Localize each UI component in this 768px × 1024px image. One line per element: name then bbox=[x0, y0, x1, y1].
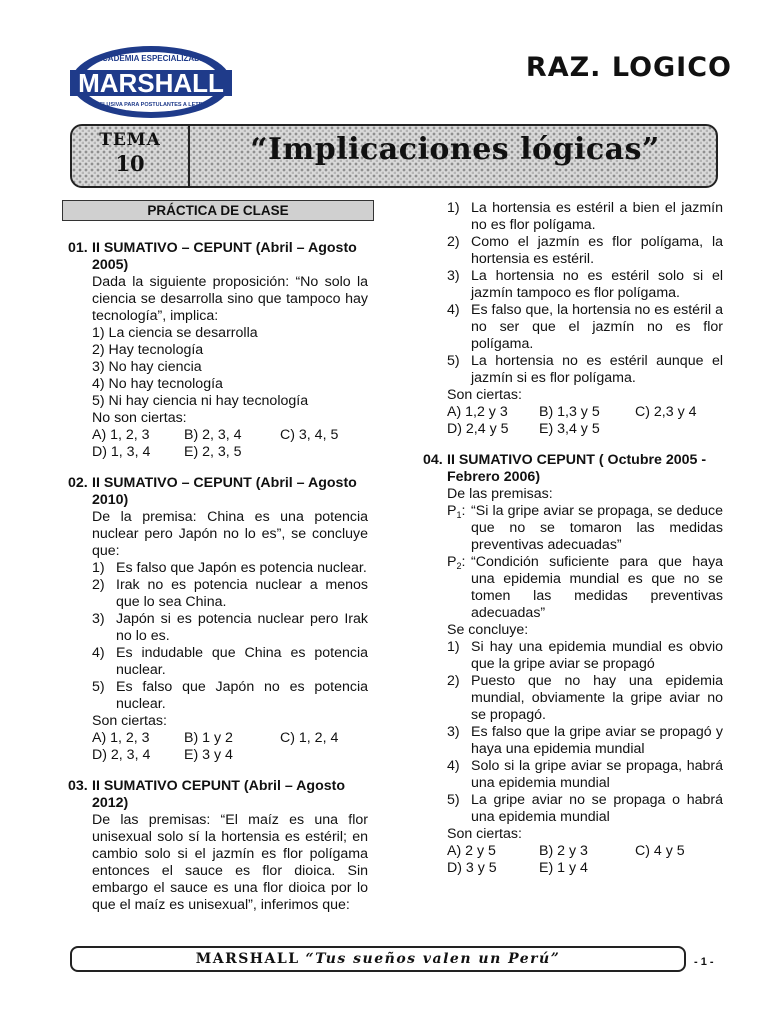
list-item: 2) Como el jazmín es flor polígama, la hortensia es estéril. bbox=[447, 234, 723, 267]
premises-intro: De las premisas: bbox=[447, 486, 553, 502]
list-item: 2) Puesto que no hay una epidemia mundial, obviamente la gripe aviar no se propagó. bbox=[447, 673, 723, 723]
list-item: 4) Solo si la gripe aviar se propaga, habrá una epidemia mundial bbox=[447, 758, 723, 791]
list-item: 5) La gripe aviar no se propaga o habrá una epidemia mundial bbox=[447, 792, 723, 825]
answer-option: D) 3 y 5 bbox=[447, 860, 497, 876]
question-03-continued bbox=[447, 200, 723, 438]
answer-prompt: No son ciertas: bbox=[92, 410, 187, 426]
tema-title: “Implicaciones lógicas” bbox=[250, 132, 660, 167]
answer-prompt: Son ciertas: bbox=[92, 713, 167, 729]
footer-banner bbox=[70, 946, 686, 972]
list-item: 5) Ni hay ciencia ni hay tecnología bbox=[92, 393, 309, 409]
answer-option: B) 2, 3, 4 bbox=[184, 427, 242, 443]
answer-option: C) 4 y 5 bbox=[635, 843, 685, 859]
answer-option: E) 3,4 y 5 bbox=[539, 421, 600, 437]
left-column bbox=[68, 240, 368, 928]
section-title: PRÁCTICA DE CLASE bbox=[62, 200, 374, 221]
list-item: 1) La hortensia es estéril a bien el jazmín no es flor polígama. bbox=[447, 200, 723, 233]
list-item: 4) No hay tecnología bbox=[92, 376, 223, 392]
list-item: 4) Es indudable que China es potencia nuclear. bbox=[92, 645, 368, 678]
answer-option: C) 3, 4, 5 bbox=[280, 427, 339, 443]
answer-option: E) 1 y 4 bbox=[539, 860, 588, 876]
answer-option: A) 1, 2, 3 bbox=[92, 730, 150, 746]
question-01 bbox=[68, 240, 368, 461]
question-03 bbox=[68, 778, 368, 914]
tema-number: 10 bbox=[115, 151, 145, 176]
answer-option: D) 2,4 y 5 bbox=[447, 421, 509, 437]
question-stem: De las premisas: “El maíz es una flor unisexual solo sí la hortensia es estéril; en cambio solo si el jazmín es flor polígama entonces el sauce es flor dioica. Sin embargo el sauce es una flor dioica por lo que el maíz es unisexual”, inferimos que: bbox=[92, 812, 368, 913]
answer-option: C) 1, 2, 4 bbox=[280, 730, 339, 746]
question-title: II SUMATIVO CEPUNT (Abril – Agosto 2012) bbox=[92, 778, 346, 811]
right-column bbox=[423, 200, 723, 891]
list-item: 5) Es falso que Japón no es potencia nuclear. bbox=[92, 679, 368, 712]
list-item: 2) Irak no es potencia nuclear a menos que lo sea China. bbox=[92, 577, 368, 610]
premise: $P_1$: “Si la gripe aviar se propaga, se deduce que no se tomaron las medidas preventivas adecuadas” bbox=[447, 503, 723, 553]
conclusion-intro: Se concluye: bbox=[447, 622, 529, 638]
answer-option: B) 2 y 3 bbox=[539, 843, 588, 859]
logo-top-text: ACADEMIA ESPECIALIZADA bbox=[96, 54, 206, 63]
academy-logo bbox=[68, 44, 234, 120]
answer-prompt: Son ciertas: bbox=[447, 387, 522, 403]
tema-label: TEMA bbox=[99, 130, 161, 150]
list-item: 3) Japón si es potencia nuclear pero Irak no lo es. bbox=[92, 611, 368, 644]
answer-option: B) 1,3 y 5 bbox=[539, 404, 600, 420]
answer-option: B) 1 y 2 bbox=[184, 730, 233, 746]
answer-option: A) 2 y 5 bbox=[447, 843, 496, 859]
answer-option: E) 2, 3, 5 bbox=[184, 444, 242, 460]
question-stem: De la premisa: China es una potencia nuclear pero Japón no lo es”, se concluye que: bbox=[92, 509, 368, 559]
footer-slogan: “Tus sueños valen un Perú” bbox=[305, 951, 561, 967]
tema-box bbox=[72, 126, 190, 186]
tema-banner bbox=[70, 124, 718, 188]
list-item: 3) No hay ciencia bbox=[92, 359, 202, 375]
answer-prompt: Son ciertas: bbox=[447, 826, 522, 842]
question-number: 03. bbox=[68, 778, 88, 794]
list-item: 1) La ciencia se desarrolla bbox=[92, 325, 258, 341]
list-item: 5) La hortensia no es estéril aunque el jazmín si es flor polígama. bbox=[447, 353, 723, 386]
question-04 bbox=[423, 452, 723, 877]
logo-bottom-text: EXCLUSIVA PARA POSTULANTES A LETRAS bbox=[91, 102, 211, 108]
question-title: II SUMATIVO CEPUNT ( Octubre 2005 - Febrero 2006) bbox=[447, 452, 707, 485]
list-item: 2) Hay tecnología bbox=[92, 342, 204, 358]
list-item: 1) Es falso que Japón es potencia nuclear. bbox=[92, 560, 367, 576]
question-number: 04. bbox=[423, 452, 443, 468]
subject-title: RAZ. LOGICO bbox=[525, 52, 732, 83]
answer-option: D) 2, 3, 4 bbox=[92, 747, 151, 763]
page-number: - 1 - bbox=[694, 956, 714, 968]
question-title: II SUMATIVO – CEPUNT (Abril – Agosto 2010) bbox=[92, 475, 357, 508]
answer-option: A) 1, 2, 3 bbox=[92, 427, 150, 443]
logo-name: MARSHALL bbox=[78, 68, 224, 98]
question-number: 02. bbox=[68, 475, 88, 491]
list-item: 3) La hortensia no es estéril solo si el jazmín tampoco es flor polígama. bbox=[447, 268, 723, 301]
answer-option: D) 1, 3, 4 bbox=[92, 444, 151, 460]
answer-option: E) 3 y 4 bbox=[184, 747, 233, 763]
question-stem: Dada la siguiente proposición: “No solo la ciencia se desarrolla sino que tampoco hay tecnología”, implica: bbox=[92, 274, 368, 324]
footer-brand: MARSHALL bbox=[195, 951, 300, 967]
list-item: 1) Si hay una epidemia mundial es obvio que la gripe aviar se propagó bbox=[447, 639, 723, 672]
premise: $P_2$: “Condición suficiente para que haya una epidemia mundial es que no se tomen las medidas preventivas adecuadas” bbox=[447, 554, 723, 621]
answer-option: C) 2,3 y 4 bbox=[635, 404, 697, 420]
question-02 bbox=[68, 475, 368, 764]
question-title: II SUMATIVO – CEPUNT (Abril – Agosto 2005) bbox=[92, 240, 357, 273]
answer-option: A) 1,2 y 3 bbox=[447, 404, 508, 420]
list-item: 3) Es falso que la gripe aviar se propagó y haya una epidemia mundial bbox=[447, 724, 723, 757]
list-item: 4) Es falso que, la hortensia no es estéril a no ser que el jazmín no es flor polígama. bbox=[447, 302, 723, 352]
question-number: 01. bbox=[68, 240, 88, 256]
